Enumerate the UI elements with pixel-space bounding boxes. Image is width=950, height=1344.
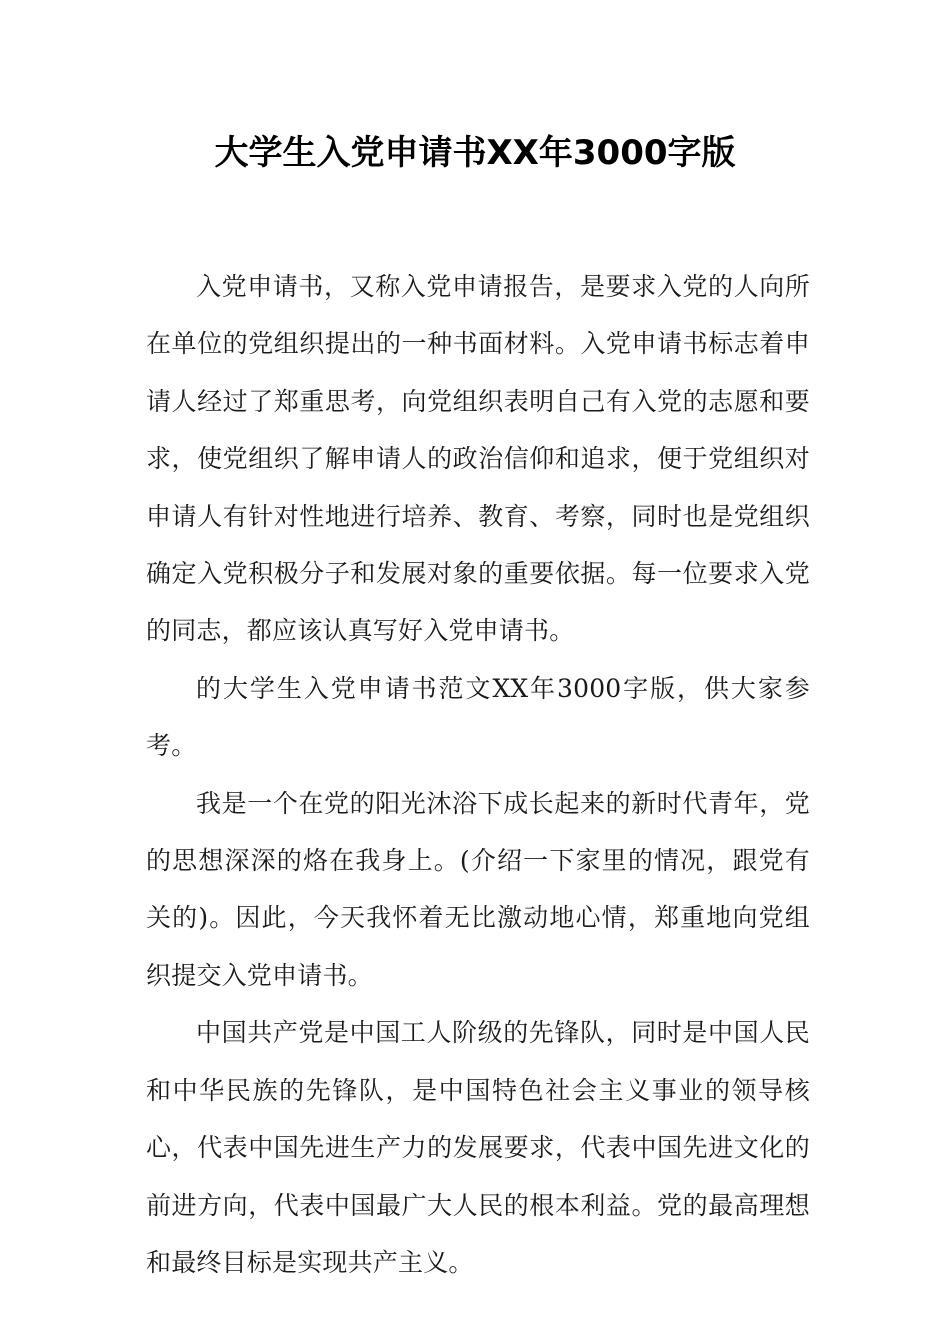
document-title: 大学生入党申请书XX年3000字版 [214, 133, 736, 173]
document-body [146, 258, 810, 1291]
paragraph-party: 中国共产党是中国工人阶级的先锋队，同时是中国人民和中华民族的先锋队，是中国特色社会主义事业的领导核心，代表中国先进生产力的发展要求，代表中国先进文化的前进方向，代表中国最广大人民的根本利益。党的最高理想和最终目标是实现共产主义。 [146, 1018, 810, 1277]
paragraph-personal: 我是一个在党的阳光沐浴下成长起来的新时代青年，党的思想深深的烙在我身上。(介绍一下家里的情况，跟党有关的)。因此，今天我怀着无比激动地心情，郑重地向党组织提交入党申请书。 [146, 788, 810, 990]
paragraph-intro: 入党申请书，又称入党申请报告，是要求入党的人向所在单位的党组织提出的一种书面材料。入党申请书标志着申请人经过了郑重思考，向党组织表明自己有入党的志愿和要求，使党组织了解申请人的政治信仰和追求，便于党组织对申请人有针对性地进行培养、教育、考察，同时也是党组织确定入党积极分子和发展对象的重要依据。每一位要求入党的同志，都应该认真写好入党申请书。 [146, 272, 810, 646]
paragraph-reference: 的大学生入党申请书范文XX年3000字版，供大家参考。 [146, 673, 810, 761]
